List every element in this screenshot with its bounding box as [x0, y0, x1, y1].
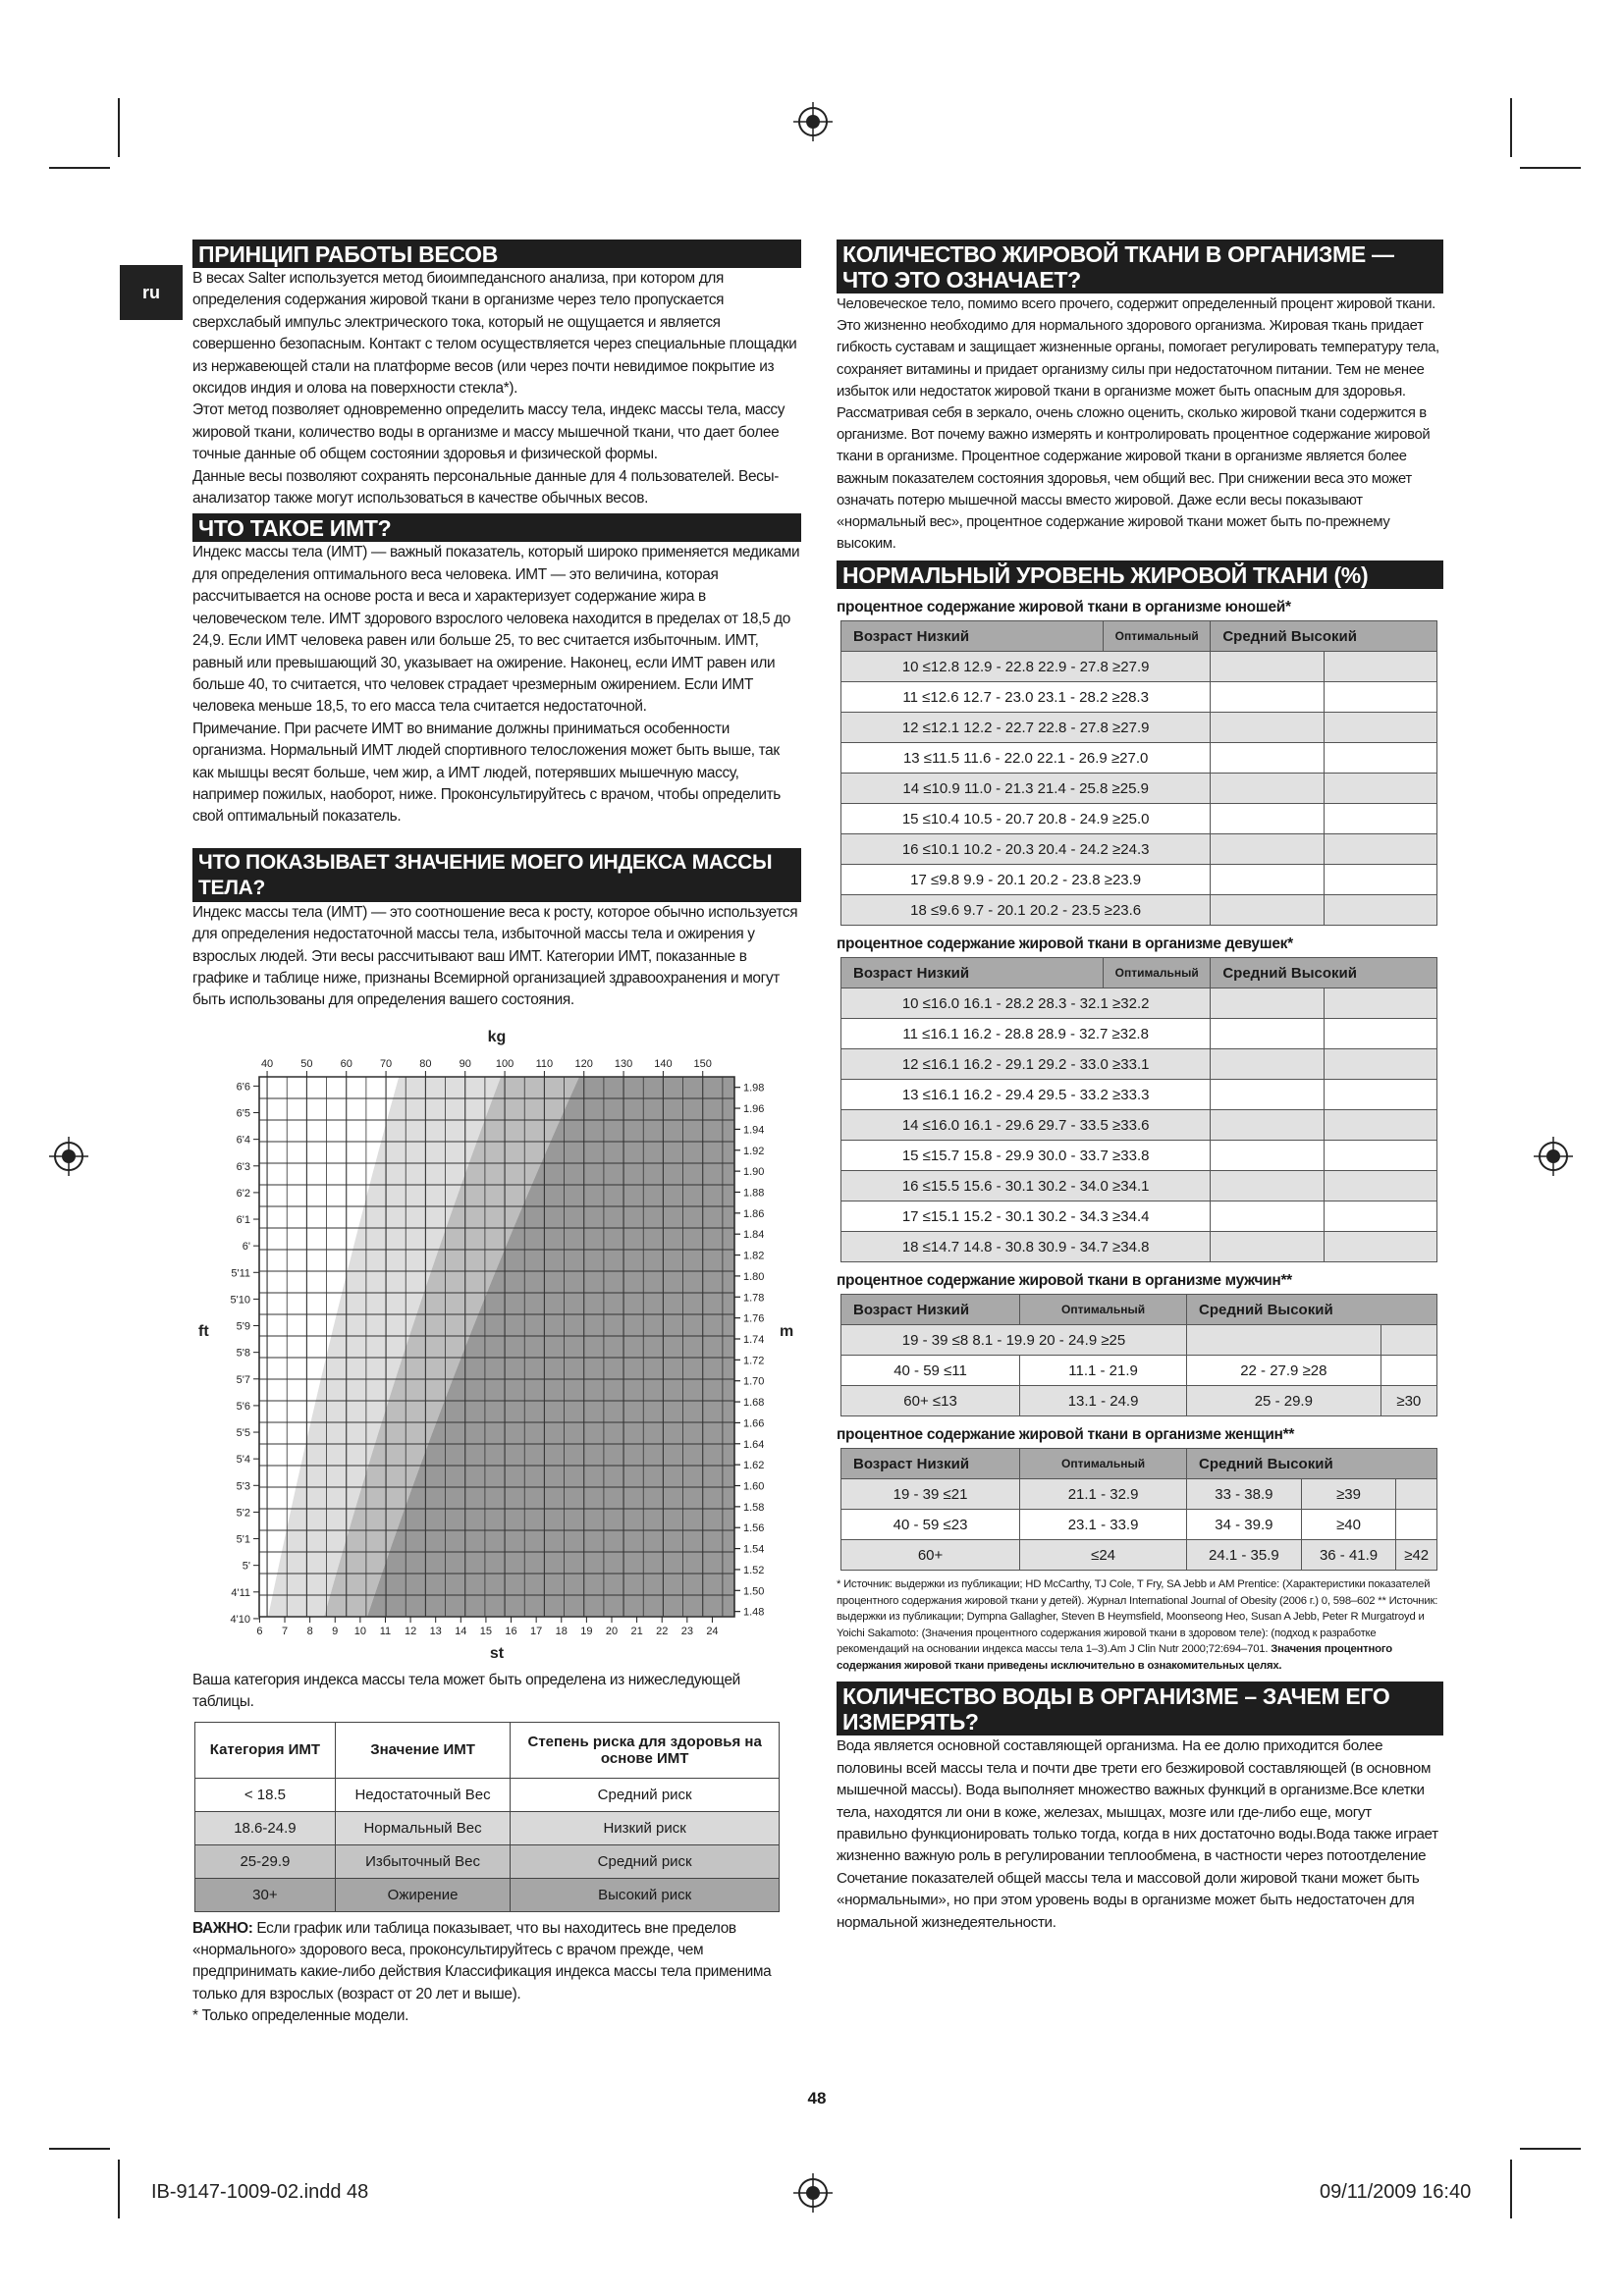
bmi-category-table [194, 1722, 780, 1912]
table-row [841, 1080, 1437, 1110]
ft-tick-label: 5'5 [236, 1426, 250, 1439]
table-row [841, 774, 1437, 804]
table-header: Средний Высокий [1211, 621, 1437, 652]
table-header: Средний Высокий [1211, 958, 1437, 988]
sources-text: * Источник: выдержки из публикации; HD McCarthy, TJ Cole, T Fry, SA Jebb и AM Prentice: (Характеристики показателей процентного содержания жировой ткани у детей). Журнал International Journal of Obesity (2006 г.) 0, 598–602 ** Источник: выдержки из публикации; Dympna Gallagher, Steven B Heymsfield, Moonseong Heo, Susan A Jebb, Peter R Murgatroyd и Yoichi Sakamoto: (Значения процентного содержания жировой ткани в здоровом теле): (подход к разработке рекомендаций на основании индекса массы тела 1–3).Am J Clin Nutr 2000;72:694–701. [837, 1578, 1438, 1656]
m-tick-label: 1.56 [743, 1522, 765, 1535]
crop-mark [118, 2160, 120, 2218]
footer-file-name: IB-9147-1009-02.indd 48 [151, 2181, 369, 2203]
table-cell: 11 ≤12.6 12.7 - 23.0 23.1 - 28.2 ≥28.3 [841, 682, 1211, 713]
st-tick-label: 15 [479, 1625, 493, 1637]
registration-mark-icon [793, 102, 833, 141]
table-row [841, 1232, 1437, 1262]
table-row [841, 1386, 1437, 1416]
m-tick-label: 1.88 [743, 1187, 765, 1200]
ft-tick-label: 5'8 [236, 1347, 250, 1360]
table-cell: 40 - 59 ≤23 [841, 1510, 1020, 1540]
st-tick-label: 20 [605, 1625, 619, 1637]
table-header: Значение ИМТ [335, 1722, 511, 1778]
kg-tick-label: 90 [459, 1057, 471, 1070]
ft-tick-label: 5'1 [236, 1533, 250, 1546]
language-tab: ru [120, 265, 183, 320]
table-cell: 33 - 38.9 [1187, 1479, 1302, 1510]
table-cell: 19 - 39 ≤21 [841, 1479, 1020, 1510]
crop-mark [49, 167, 110, 169]
table-row [841, 865, 1437, 895]
table-cell: ≥30 [1380, 1386, 1436, 1416]
kg-tick-label: 130 [614, 1057, 633, 1070]
table-row [841, 804, 1437, 834]
table-row [841, 1110, 1437, 1141]
kg-tick-label: 150 [693, 1057, 712, 1070]
women-fat-table [840, 1448, 1437, 1571]
right-column [837, 240, 1443, 1934]
paragraph: Этот метод позволяет одновременно определить массу тела, индекс массы тела, массу жировой ткани, количество воды в организме и массу мышечной ткани, что дает более точные данные об общем состоянии здоровья и физической формы. [192, 401, 785, 463]
table-cell: Низкий риск [511, 1811, 780, 1844]
m-tick-label: 1.62 [743, 1459, 765, 1471]
ft-tick-label: 5'2 [236, 1507, 250, 1520]
st-tick-label: 14 [455, 1625, 467, 1637]
m-tick-label: 1.50 [743, 1585, 765, 1598]
ft-tick-label: 5'11 [231, 1267, 250, 1280]
sources-bold: Значения процентного содержания жировой ткани приведены исключительно в ознакомительных целях. [837, 1643, 1392, 1672]
kg-tick-label: 80 [419, 1057, 432, 1070]
table-row [841, 895, 1437, 926]
m-tick-label: 1.76 [743, 1312, 765, 1325]
table-cell: Недостаточный Вес [335, 1778, 511, 1811]
st-tick-label: 11 [379, 1625, 392, 1637]
table-row [841, 1019, 1437, 1049]
table-row [841, 988, 1437, 1019]
ft-tick-label: 4'10 [230, 1613, 250, 1626]
table-row [841, 1201, 1437, 1232]
table-cell: 34 - 39.9 [1187, 1510, 1302, 1540]
m-tick-label: 1.74 [743, 1333, 765, 1346]
table-cell: 22 - 27.9 ≥28 [1187, 1356, 1381, 1386]
table-cell: ≥40 [1301, 1510, 1396, 1540]
m-tick-label: 1.64 [743, 1438, 765, 1451]
table-row [841, 1510, 1437, 1540]
kg-tick-label: 120 [574, 1057, 593, 1070]
kg-tick-label: 110 [535, 1057, 554, 1070]
table-cell: 16 ≤15.5 15.6 - 30.1 30.2 - 34.0 ≥34.1 [841, 1171, 1211, 1201]
table-header: Оптимальный [1020, 1449, 1187, 1479]
table-cell: 15 ≤10.4 10.5 - 20.7 20.8 - 24.9 ≥25.0 [841, 804, 1211, 834]
st-tick-label: 7 [281, 1625, 289, 1637]
section-title-scale-principle: ПРИНЦИП РАБОТЫ ВЕСОВ [192, 240, 801, 268]
m-tick-label: 1.96 [743, 1102, 765, 1115]
table-cell: 25 - 29.9 [1187, 1386, 1381, 1416]
table-cell: 18 ≤9.6 9.7 - 20.1 20.2 - 23.5 ≥23.6 [841, 895, 1211, 926]
table-row [195, 1811, 780, 1844]
table-header: Возраст Низкий [841, 1449, 1020, 1479]
st-tick-label: 17 [530, 1625, 543, 1637]
ft-tick-label: 5'7 [236, 1373, 250, 1386]
men-table-title: процентное содержание жировой ткани в организме мужчин** [837, 1272, 1292, 1290]
st-tick-label: 22 [656, 1625, 669, 1637]
section-title-bmi-meaning: ЧТО ПОКАЗЫВАЕТ ЗНАЧЕНИЕ МОЕГО ИНДЕКСА МАССЫ ТЕЛА? [192, 848, 801, 902]
m-tick-label: 1.48 [743, 1606, 765, 1619]
st-tick-label: 24 [706, 1625, 719, 1637]
table-row [841, 1479, 1437, 1510]
paragraph: Индекс массы тела (ИМТ) — это соотношение веса к росту, которое обычно используется для определения недостаточной массы тела, избыточной массы тела и ожирения у взрослых людей. Эти весы рассчитывают ваш ИМТ. Категории ИМТ, показанные в графике и таблице ниже, признаны Всемирной организацией здравоохранения и могут быть использованы для определения вашего состояния. [192, 903, 798, 1009]
ft-tick-label: 5' [242, 1560, 250, 1573]
table-cell: 40 - 59 ≤11 [841, 1356, 1020, 1386]
paragraph: Вода является основной составляющей организма. На ее долю приходится более половины всей массы тела и почти две трети его безжировой составляющей (в основном мышечной массы). Вода выполняет множество важных функций в организме.Все клетки тела, находятся ли они в коже, железах, мышцах, мозге или где-либо еще, могут правильно функционировать только тогда, когда в них достаточно воды.Вода также играет жизненно важную роль в регулировании теплообмена, в частности через потоотделение Сочетание показателей общей массы тела и массовой доли жировой ткани может быть «нормальными», но при этом уровень воды в организме может быть недостаточен для нормальной жизнедеятельности. [837, 1737, 1438, 1931]
paragraph: Данные весы позволяют сохранять персональные данные для 4 пользователей. Весы-анализатор также могут использоваться в качестве обычных весов. [192, 467, 779, 507]
table-cell: Высокий риск [511, 1878, 780, 1911]
ft-tick-label: 5'9 [236, 1320, 250, 1333]
ft-tick-label: 6'5 [236, 1107, 250, 1120]
crop-mark [118, 98, 120, 157]
paragraph: В весах Salter используется метод биоимпедансного анализа, при котором для определения содержания жировой ткани в организме через тело пропускается сверхслабый импульс электрического тока, который не ощущается и является совершенно безопасным. Контакт с телом осуществляется через специальные площадки из нержавеющей стали на платформе весов (или через почти невидимое покрытие из оксидов индия и олова на поверхности стекла*). [192, 270, 797, 398]
m-tick-label: 1.82 [743, 1250, 765, 1262]
m-tick-label: 1.72 [743, 1355, 765, 1367]
crop-mark [49, 2148, 110, 2150]
m-tick-label: 1.58 [743, 1501, 765, 1514]
table-row [841, 1049, 1437, 1080]
ft-tick-label: 5'10 [230, 1294, 250, 1307]
table-row [195, 1878, 780, 1911]
st-tick-label: 21 [630, 1625, 643, 1637]
table-cell: 21.1 - 32.9 [1020, 1479, 1187, 1510]
m-tick-label: 1.98 [743, 1082, 765, 1095]
ft-tick-label: 6'1 [236, 1213, 250, 1226]
registration-mark-icon [793, 2173, 833, 2213]
table-cell: < 18.5 [195, 1778, 336, 1811]
st-tick-label: 19 [580, 1625, 593, 1637]
st-tick-label: 23 [680, 1625, 693, 1637]
m-tick-label: 1.66 [743, 1417, 765, 1430]
table-header: Оптимальный [1104, 621, 1211, 652]
m-tick-label: 1.70 [743, 1375, 765, 1388]
m-tick-label: 1.94 [743, 1124, 765, 1137]
table-cell: 11.1 - 21.9 [1020, 1356, 1187, 1386]
table-row [841, 1356, 1437, 1386]
chart-bottom-axis-label: st [489, 1644, 505, 1662]
m-tick-label: 1.54 [743, 1543, 765, 1556]
table-cell: 18 ≤14.7 14.8 - 30.8 30.9 - 34.7 ≥34.8 [841, 1232, 1211, 1262]
ft-tick-label: 6' [242, 1240, 250, 1253]
table-row [841, 1141, 1437, 1171]
table-cell: 18.6-24.9 [195, 1811, 336, 1844]
kg-tick-label: 50 [300, 1057, 313, 1070]
section-title-body-fat-meaning: КОЛИЧЕСТВО ЖИРОВОЙ ТКАНИ В ОРГАНИЗМЕ — ЧТО ЭТО ОЗНАЧАЕТ? [837, 240, 1443, 294]
table-header: Степень риска для здоровья на основе ИМТ [511, 1722, 780, 1778]
table-cell: 16 ≤10.1 10.2 - 20.3 20.4 - 24.2 ≥24.3 [841, 834, 1211, 865]
kg-tick-label: 70 [379, 1057, 393, 1070]
m-tick-label: 1.52 [743, 1564, 765, 1576]
important-text: Если график или таблица показывает, что вы находитесь вне пределов «нормального» здорового веса, проконсультируйтесь с врачом прежде, чем предпринимать какие-либо действия Классификация индекса массы тела применима только для взрослых (возраст от 20 лет и выше). [192, 1919, 772, 2002]
table-cell: Избыточный Вес [335, 1844, 511, 1878]
st-tick-label: 6 [256, 1625, 263, 1637]
chart-top-axis-label: kg [487, 1028, 507, 1045]
st-tick-label: 13 [429, 1625, 442, 1637]
table-cell: 11 ≤16.1 16.2 - 28.8 28.9 - 32.7 ≥32.8 [841, 1019, 1211, 1049]
table-cell: 12 ≤12.1 12.2 - 22.7 22.8 - 27.8 ≥27.9 [841, 713, 1211, 743]
table-cell: Средний риск [511, 1778, 780, 1811]
table-row [841, 1540, 1437, 1571]
paragraph: Индекс массы тела (ИМТ) — важный показатель, который широко применяется медиками для определения оптимального веса человека. ИМТ — это величина, которая рассчитывается на основе роста и веса и характеризует содержание жира в человеческом теле. ИМТ здорового взрослого человека находится в пределах от 18,5 до 24,9. Если ИМТ человека равен или больше 25, то вес считается избыточным. ИМТ, равный или превышающий 30, указывает на ожирение. Наконец, если ИМТ равен или больше 40, то считается, что человек страдает чрезмерным ожирением. Если ИМТ человека меньше 18,5, то его масса тела считается недостаточной. [192, 544, 800, 716]
crop-mark [1520, 2148, 1581, 2150]
m-tick-label: 1.86 [743, 1207, 765, 1220]
table-cell: ≥42 [1396, 1540, 1437, 1571]
table-cell: 25-29.9 [195, 1844, 336, 1878]
kg-tick-label: 60 [340, 1057, 352, 1070]
table-cell: 24.1 - 35.9 [1187, 1540, 1302, 1571]
table-cell: 60+ [841, 1540, 1020, 1571]
st-tick-label: 8 [306, 1625, 313, 1637]
table-cell: Средний риск [511, 1844, 780, 1878]
ft-tick-label: 5'3 [236, 1480, 250, 1493]
ft-tick-label: 6'2 [236, 1187, 250, 1200]
table-header: Оптимальный [1020, 1295, 1187, 1325]
table-header: Средний Высокий [1187, 1449, 1437, 1479]
section-title-body-water: КОЛИЧЕСТВО ВОДЫ В ОРГАНИЗМЕ – ЗАЧЕМ ЕГО ИЗМЕРЯТЬ? [837, 1682, 1443, 1735]
table-cell: ≥39 [1301, 1479, 1396, 1510]
table-cell: 36 - 41.9 [1301, 1540, 1396, 1571]
table-cell: 12 ≤16.1 16.2 - 29.1 29.2 - 33.0 ≥33.1 [841, 1049, 1211, 1080]
table-cell: 14 ≤16.0 16.1 - 29.6 29.7 - 33.5 ≥33.6 [841, 1110, 1211, 1141]
table-cell: Ожирение [335, 1878, 511, 1911]
table-cell: 23.1 - 33.9 [1020, 1510, 1187, 1540]
girls-table-title: процентное содержание жировой ткани в организме девушек* [837, 935, 1293, 953]
st-tick-label: 18 [555, 1625, 568, 1637]
table-cell: 15 ≤15.7 15.8 - 29.9 30.0 - 33.7 ≥33.8 [841, 1141, 1211, 1171]
ft-tick-label: 6'3 [236, 1160, 250, 1173]
table-row [841, 1171, 1437, 1201]
table-cell: 13.1 - 24.9 [1020, 1386, 1187, 1416]
table-cell: 10 ≤16.0 16.1 - 28.2 28.3 - 32.1 ≥32.2 [841, 988, 1211, 1019]
table-cell: 13 ≤16.1 16.2 - 29.4 29.5 - 33.2 ≥33.3 [841, 1080, 1211, 1110]
sources-note [837, 1576, 1443, 1674]
table-cell: 14 ≤10.9 11.0 - 21.3 21.4 - 25.8 ≥25.9 [841, 774, 1211, 804]
table-cell: 30+ [195, 1878, 336, 1911]
table-row [841, 743, 1437, 774]
table-header: Возраст Низкий [841, 621, 1104, 652]
registration-mark-icon [49, 1137, 88, 1176]
boys-fat-table [840, 620, 1437, 926]
registration-mark-icon [1534, 1137, 1573, 1176]
paragraph: Человеческое тело, помимо всего прочего, содержит определенный процент жировой ткани. Это жизненно необходимо для нормального здорового организма. Жировая ткань придает гибкость суставам и защищает жизненные органы, помогает регулировать температуру тела, сохраняет витамины и придает организму силы при недостаточном питании. Тем не менее избыток или недостаток жировой ткани в организме может быть опасным для здоровья. Рассматривая себя в зеркало, очень сложно оценить, сколько жировой ткани содержится в организме. Вот почему важно измерять и контролировать процентное содержание жировой ткани в организме. Процентное содержание жировой ткани в организме является более важным показателем состояния здоровья, чем общий вес. При снижении веса это может означать потерю мышечной массы вместо жировой. Даже если весы показывают «нормальный вес», процентное содержание жировой ткани может быть по-прежнему высоким. [837, 296, 1439, 553]
page-number: 48 [807, 2089, 827, 2108]
important-label: ВАЖНО: [192, 1919, 253, 1937]
st-tick-label: 12 [404, 1625, 417, 1637]
chart-right-axis-label: m [780, 1322, 794, 1340]
table-cell: 17 ≤15.1 15.2 - 30.1 30.2 - 34.3 ≥34.4 [841, 1201, 1211, 1232]
table-cell: 17 ≤9.8 9.9 - 20.1 20.2 - 23.8 ≥23.9 [841, 865, 1211, 895]
crop-mark [1520, 167, 1581, 169]
table-row [841, 713, 1437, 743]
st-tick-label: 10 [353, 1625, 366, 1637]
section-title-normal-fat-level: НОРМАЛЬНЫЙ УРОВЕНЬ ЖИРОВОЙ ТКАНИ (%) [837, 561, 1443, 589]
table-header: Оптимальный [1104, 958, 1211, 988]
crop-mark [1510, 2160, 1512, 2218]
table-cell: 60+ ≤13 [841, 1386, 1020, 1416]
ft-tick-label: 6'6 [236, 1081, 250, 1094]
table-header: Категория ИМТ [195, 1722, 336, 1778]
table-header: Возраст Низкий [841, 958, 1104, 988]
st-tick-label: 9 [332, 1625, 339, 1637]
table-cell: 19 - 39 ≤8 8.1 - 19.9 20 - 24.9 ≥25 [841, 1325, 1187, 1356]
ft-tick-label: 5'6 [236, 1400, 250, 1413]
footnote: * Только определенные модели. [192, 2007, 409, 2025]
footer-datetime: 09/11/2009 16:40 [1320, 2181, 1472, 2203]
kg-tick-label: 40 [260, 1057, 274, 1070]
table-row [195, 1778, 780, 1811]
women-table-title: процентное содержание жировой ткани в организме женщин** [837, 1426, 1295, 1444]
bmi-chart [192, 1026, 801, 1664]
men-fat-table [840, 1294, 1437, 1416]
table-row [841, 834, 1437, 865]
ft-tick-label: 5'4 [236, 1453, 250, 1466]
important-note [192, 1918, 801, 2006]
left-column [192, 240, 801, 2028]
m-tick-label: 1.78 [743, 1292, 765, 1305]
table-cell: 10 ≤12.8 12.9 - 22.8 22.9 - 27.8 ≥27.9 [841, 652, 1211, 682]
table-cell: 13 ≤11.5 11.6 - 22.0 22.1 - 26.9 ≥27.0 [841, 743, 1211, 774]
table-row [195, 1844, 780, 1878]
table-cell: ≤24 [1020, 1540, 1187, 1571]
m-tick-label: 1.90 [743, 1165, 765, 1178]
crop-mark [1510, 98, 1512, 157]
section-title-what-is-bmi: ЧТО ТАКОЕ ИМТ? [192, 513, 801, 542]
st-tick-label: 16 [505, 1625, 517, 1637]
kg-tick-label: 140 [654, 1057, 673, 1070]
table-row [841, 1325, 1437, 1356]
boys-table-title: процентное содержание жировой ткани в организме юношей* [837, 599, 1291, 616]
ft-tick-label: 4'11 [231, 1586, 250, 1599]
chart-caption: Ваша категория индекса массы тела может быть определена из нижеследующей таблицы. [192, 1671, 740, 1711]
kg-tick-label: 100 [495, 1057, 514, 1070]
chart-left-axis-label: ft [198, 1322, 209, 1340]
ft-tick-label: 6'4 [236, 1134, 250, 1147]
m-tick-label: 1.80 [743, 1270, 765, 1283]
table-cell: Нормальный Вес [335, 1811, 511, 1844]
table-row [841, 682, 1437, 713]
table-header: Средний Высокий [1187, 1295, 1437, 1325]
girls-fat-table [840, 957, 1437, 1262]
paragraph: Примечание. При расчете ИМТ во внимание должны приниматься особенности организма. Нормальный ИМТ людей спортивного телосложения может быть выше, так как мышцы весят больше, чем жир, а ИМТ людей, потерявших мышечную массу, например пожилых, наоборот, ниже. Проконсультируйтесь с врачом, чтобы определить свой оптимальный показатель. [192, 720, 781, 826]
m-tick-label: 1.60 [743, 1480, 765, 1493]
table-row [841, 652, 1437, 682]
m-tick-label: 1.84 [743, 1228, 765, 1241]
table-header: Возраст Низкий [841, 1295, 1020, 1325]
m-tick-label: 1.68 [743, 1396, 765, 1409]
m-tick-label: 1.92 [743, 1145, 765, 1157]
